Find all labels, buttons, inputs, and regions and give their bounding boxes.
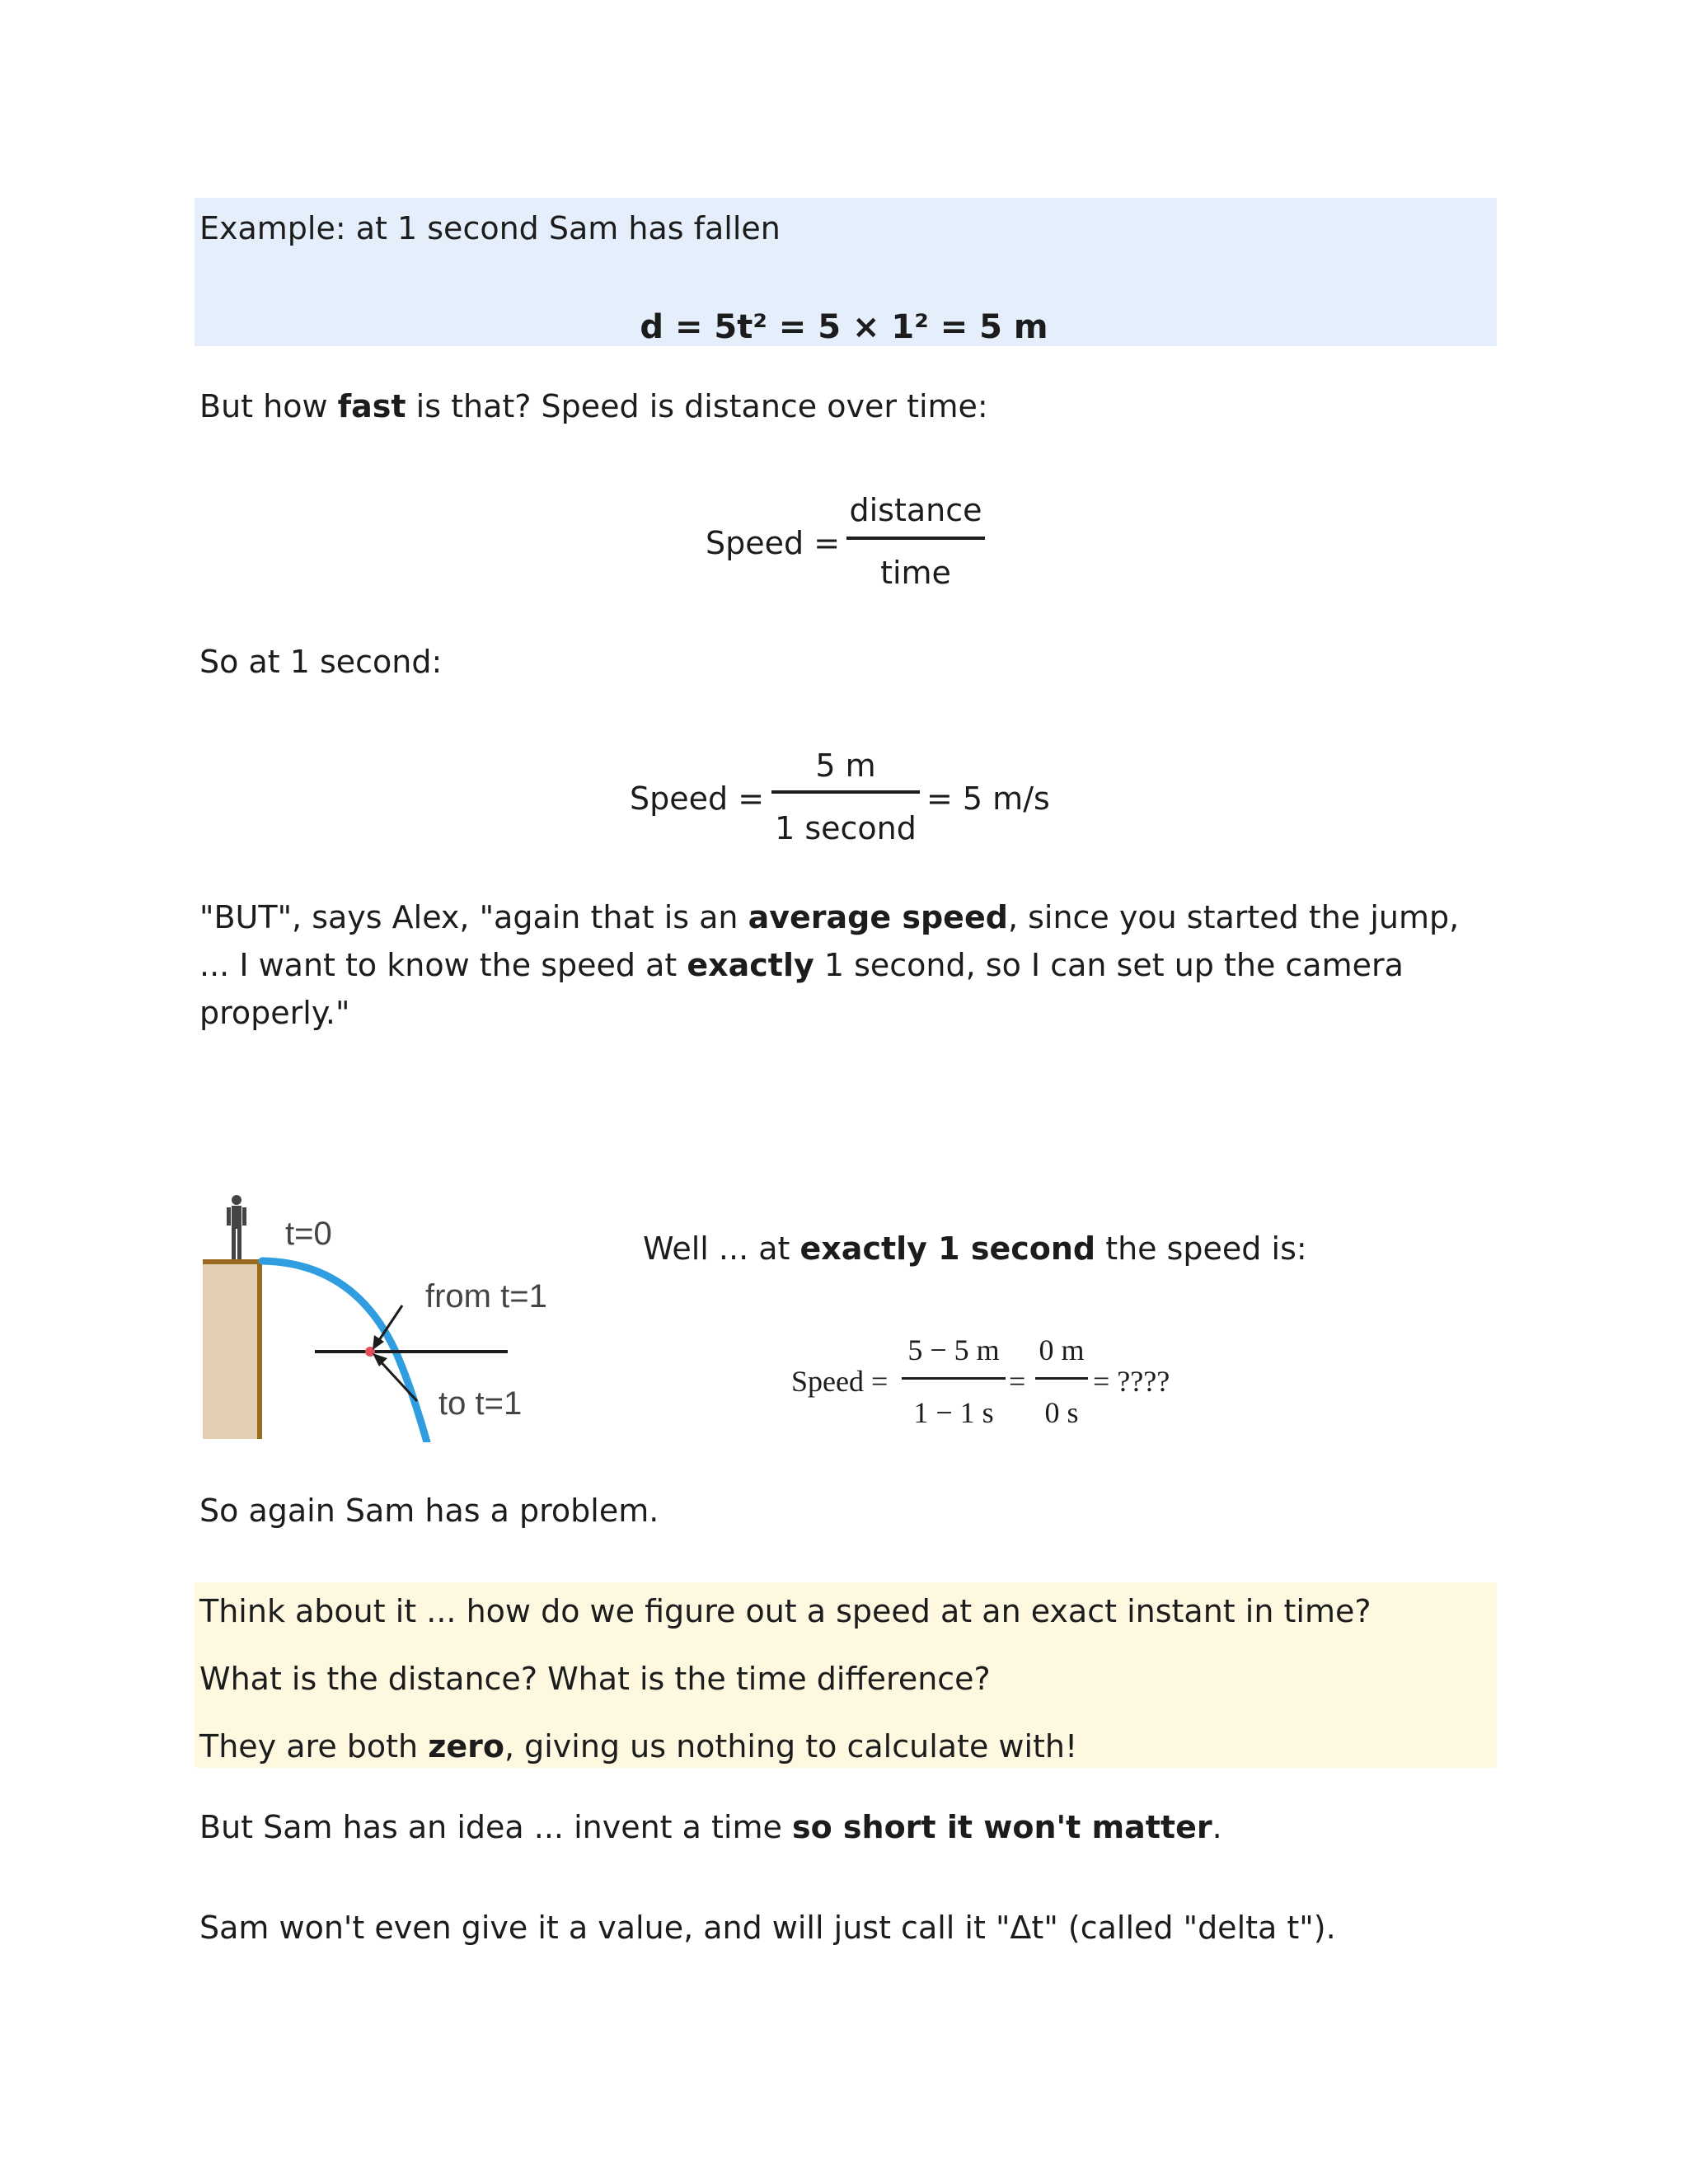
paragraph-at-one-second: So at 1 second: <box>199 644 443 680</box>
eq2-rhs: = 5 m/s <box>926 780 1050 817</box>
text-bold-zero: zero <box>428 1728 504 1765</box>
text-bold-fast: fast <box>337 388 406 424</box>
text: , giving us nothing to calculate with! <box>504 1728 1078 1765</box>
eq2-fraction <box>771 742 920 857</box>
eq3-lhs: Speed = <box>791 1365 889 1398</box>
text: They are both <box>199 1728 429 1765</box>
paragraph-alex-line1 <box>199 893 1459 941</box>
paragraph-problem: So again Sam has a problem. <box>199 1493 659 1529</box>
eq3-denominator-2: 0 s <box>1044 1396 1079 1429</box>
eq1-numerator: distance <box>849 492 982 528</box>
eq2-numerator: 5 m <box>815 748 876 784</box>
cliff-top-edge <box>203 1259 262 1264</box>
cliff <box>203 1263 257 1439</box>
label-to: to t=1 <box>438 1385 523 1422</box>
cliff-side-edge <box>257 1259 262 1439</box>
paragraph-speed-intro <box>199 382 988 430</box>
falling-diagram <box>190 1187 577 1442</box>
text: Well ... at <box>643 1230 800 1267</box>
fraction-bar <box>846 537 985 540</box>
eq2-lhs: Speed = <box>630 780 765 817</box>
text: . <box>1212 1809 1222 1845</box>
eq3-rhs: = ???? <box>1093 1365 1170 1398</box>
fraction-bar <box>771 790 920 794</box>
fraction-bar <box>1035 1377 1088 1380</box>
example-formula: d = 5t² = 5 × 1² = 5 m <box>640 308 1048 346</box>
text-bold-exactly: exactly <box>687 947 814 983</box>
paragraph-alex-line3: properly." <box>199 995 350 1031</box>
text: But how <box>199 388 338 424</box>
paragraph-delta-t: Sam won't even give it a value, and will just call it "Δt" (called "delta t"). <box>199 1910 1336 1946</box>
text: , since you started the jump, <box>1007 899 1460 935</box>
text: But Sam has an idea ... invent a time <box>199 1809 792 1845</box>
text-bold-so-short: so short it won't matter <box>791 1809 1212 1845</box>
paragraph-alex-line2 <box>199 941 1404 989</box>
eq1-fraction <box>846 486 985 602</box>
label-t0: t=0 <box>285 1216 332 1252</box>
fraction-bar <box>902 1377 1006 1380</box>
text: "BUT", says Alex, "again that is an <box>199 899 748 935</box>
eq3-fraction-2 <box>1035 1332 1088 1436</box>
eq3-numerator-1: 5 − 5 m <box>907 1333 1000 1366</box>
paragraph-exactly-one-second <box>643 1225 1307 1272</box>
text: the speed is: <box>1095 1230 1307 1267</box>
text: ... I want to know the speed at <box>199 947 687 983</box>
text: 1 second, so I can set up the camera <box>814 947 1404 983</box>
eq1-denominator: time <box>880 555 951 591</box>
text-bold-exactly-1-second: exactly 1 second <box>799 1230 1096 1267</box>
paragraph-sam-idea <box>199 1803 1222 1851</box>
label-from: from t=1 <box>425 1278 547 1315</box>
think-line2: What is the distance? What is the time difference? <box>199 1661 991 1697</box>
eq3-fraction-1 <box>902 1332 1006 1436</box>
eq3-denominator-1: 1 − 1 s <box>913 1396 994 1429</box>
person-icon <box>227 1195 246 1259</box>
eq3-numerator-2: 0 m <box>1039 1333 1085 1366</box>
eq3-equals: = <box>1009 1365 1026 1398</box>
eq2-denominator: 1 second <box>775 810 917 846</box>
think-line3 <box>199 1722 1077 1770</box>
text-bold-average-speed: average speed <box>748 899 1008 935</box>
think-line1: Think about it ... how do we figure out a speed at an exact instant in time? <box>199 1593 1372 1629</box>
example-intro: Example: at 1 second Sam has fallen <box>199 210 781 246</box>
eq1-lhs: Speed = <box>706 525 841 561</box>
arrow-head <box>373 1353 387 1366</box>
text: is that? Speed is distance over time: <box>406 388 988 424</box>
